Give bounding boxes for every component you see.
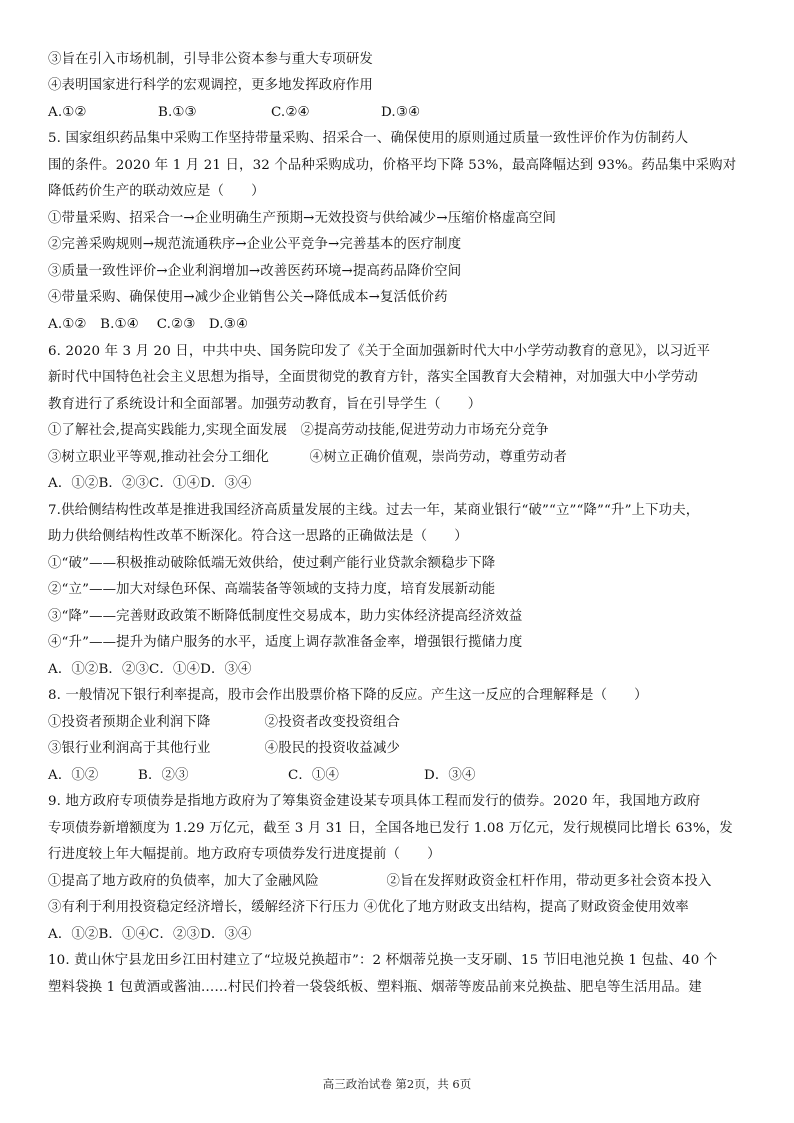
q9-stem-line-1: 9. 地方政府专项债券是指地方政府为了筹集资金建设某专项具体工程而发行的债券。2020 年，我国地方政府 (48, 794, 701, 809)
q5-answer-choices: A.①② B.①④ C.②③ D.③④ (48, 317, 249, 332)
q5-option-3: ③质量一致性评价→企业利润增加→改善医药环境→提高药品降价空间 (48, 264, 462, 279)
q9-stem-line-3: 行进度较上年大幅提前。地方政府专项债券发行进度提前（ ） (48, 847, 441, 862)
q9-answer-choices: A．①②B．①④C．②③D．③④ (48, 927, 252, 942)
q8-stem: 8. 一般情况下银行利率提高，股市会作出股票价格下降的反应。产生这一反应的合理解释是（ ） (48, 688, 648, 703)
q7-option-2: ②“立”——加大对绿色环保、高端装备等领域的支持力度，培育发展新动能 (48, 582, 496, 597)
q8-options-3-4: ③银行业利润高于其他行业 ④股民的投资收益减少 (48, 741, 401, 756)
q9-options-1-2: ①提高了地方政府的负债率，加大了金融风险 ②旨在发挥财政资金杠杆作用，带动更多社会资本投入 (48, 874, 712, 889)
q4-option-4: ④表明国家进行科学的宏观调控，更多地发挥政府作用 (48, 78, 373, 93)
choice-d: D.③④ (381, 105, 421, 120)
q9-options-3-4: ③有利于利用投资稳定经济增长，缓解经济下行压力 ④优化了地方财政支出结构，提高了财政资金使用效率 (48, 900, 689, 915)
choice-c: C.②④ (271, 105, 310, 120)
choice-d: D．③④ (424, 768, 476, 783)
q4-option-3: ③旨在引入市场机制，引导非公资本参与重大专项研发 (48, 52, 373, 67)
q9-stem-line-2: 专项债券新增额度为 1.29 万亿元，截至 3 月 31 日，全国各地已发行 1.08 万亿元，发行规模同比增长 63%，发 (48, 821, 733, 836)
page-footer: 高三政治试卷 第2页，共 6页 (322, 1077, 472, 1091)
choice-b: B．②③ (138, 768, 189, 783)
q10-stem-line-2: 塑料袋换 1 包黄酒或酱油……村民们拎着一袋袋纸板、塑料瓶、烟蒂等废品前来兑换盐、肥皂等生活用品。建 (48, 980, 702, 995)
q5-stem-line-1: 5. 国家组织药品集中采购工作坚持带量采购、招采合一、确保使用的原则通过质量一致性评价作为仿制药人 (48, 131, 689, 146)
q5-stem-line-3: 降低药价生产的联动效应是（ ） (48, 184, 265, 199)
q5-option-2: ②完善采购规则→规范流通秩序→企业公平竞争→完善基本的医疗制度 (48, 237, 462, 252)
q7-stem-line-2: 助力供给侧结构性改革不断深化。符合这一思路的正确做法是（ ） (48, 529, 468, 544)
q8-options-1-2: ①投资者预期企业利润下降 ②投资者改变投资组合 (48, 715, 401, 730)
q7-option-3: ③“降”——完善财政政策不断降低制度性交易成本，助力实体经济提高经济效益 (48, 609, 523, 624)
q5-option-1: ①带量采购、招采合一→企业明确生产预期→无效投资与供给减少→压缩价格虚高空间 (48, 211, 557, 226)
q7-option-1: ①“破”——积极推动破除低端无效供给，使过剩产能行业贷款余额稳步下降 (48, 556, 496, 571)
q6-stem-line-1: 6. 2020 年 3 月 20 日，中共中央、国务院印发了《关于全面加强新时代大中小学劳动教育的意见》，以习近平 (48, 344, 711, 359)
choice-a: A．①② (48, 768, 99, 783)
q6-stem-line-2: 新时代中国特色社会主义思想为指导，全面贯彻党的教育方针，落实全国教育大会精神，对加强大中小学劳动 (48, 370, 698, 385)
q10-stem-line-1: 10. 黄山休宁县龙田乡江田村建立了“垃圾兑换超市”：2 杯烟蒂兑换一支牙刷、15 节旧电池兑换 1 包盐、40 个 (48, 953, 718, 968)
choice-a: A.①② (48, 105, 87, 120)
choice-b: B.①③ (158, 105, 197, 120)
q5-option-4: ④带量采购、确保使用→减少企业销售公关→降低成本→复活低价药 (48, 290, 448, 305)
q8-answer-choices (48, 766, 762, 786)
q4-answer-choices (48, 103, 762, 123)
q6-answer-choices: A．①②B．②③C．①④D．③④ (48, 476, 252, 491)
q6-stem-line-3: 教育进行了系统设计和全面部署。加强劳动教育，旨在引导学生（ ） (48, 397, 482, 412)
choice-c: C．①④ (288, 768, 340, 783)
q6-options-3-4: ③树立职业平等观,推动社会分工细化 ④树立正确价值观，崇尚劳动，尊重劳动者 (48, 450, 567, 465)
q7-stem-line-1: 7.供给侧结构性改革是推进我国经济高质量发展的主线。过去一年，某商业银行“破”“立”“降”“升”上下功夫， (48, 503, 700, 518)
q7-option-4: ④“升”——提升为储户服务的水平，适度上调存款准备金率，增强银行揽储力度 (48, 635, 523, 650)
q6-options-1-2: ①了解社会,提高实践能力,实现全面发展 ②提高劳动技能,促进劳动力市场充分竞争 (48, 423, 549, 438)
q5-stem-line-2: 围的条件。2020 年 1 月 21 日，32 个品种采购成功，价格平均下降 53%，最高降幅达到 93%。药品集中采购对 (48, 158, 737, 173)
q7-answer-choices: A．①②B．②③C．①④D．③④ (48, 662, 252, 677)
